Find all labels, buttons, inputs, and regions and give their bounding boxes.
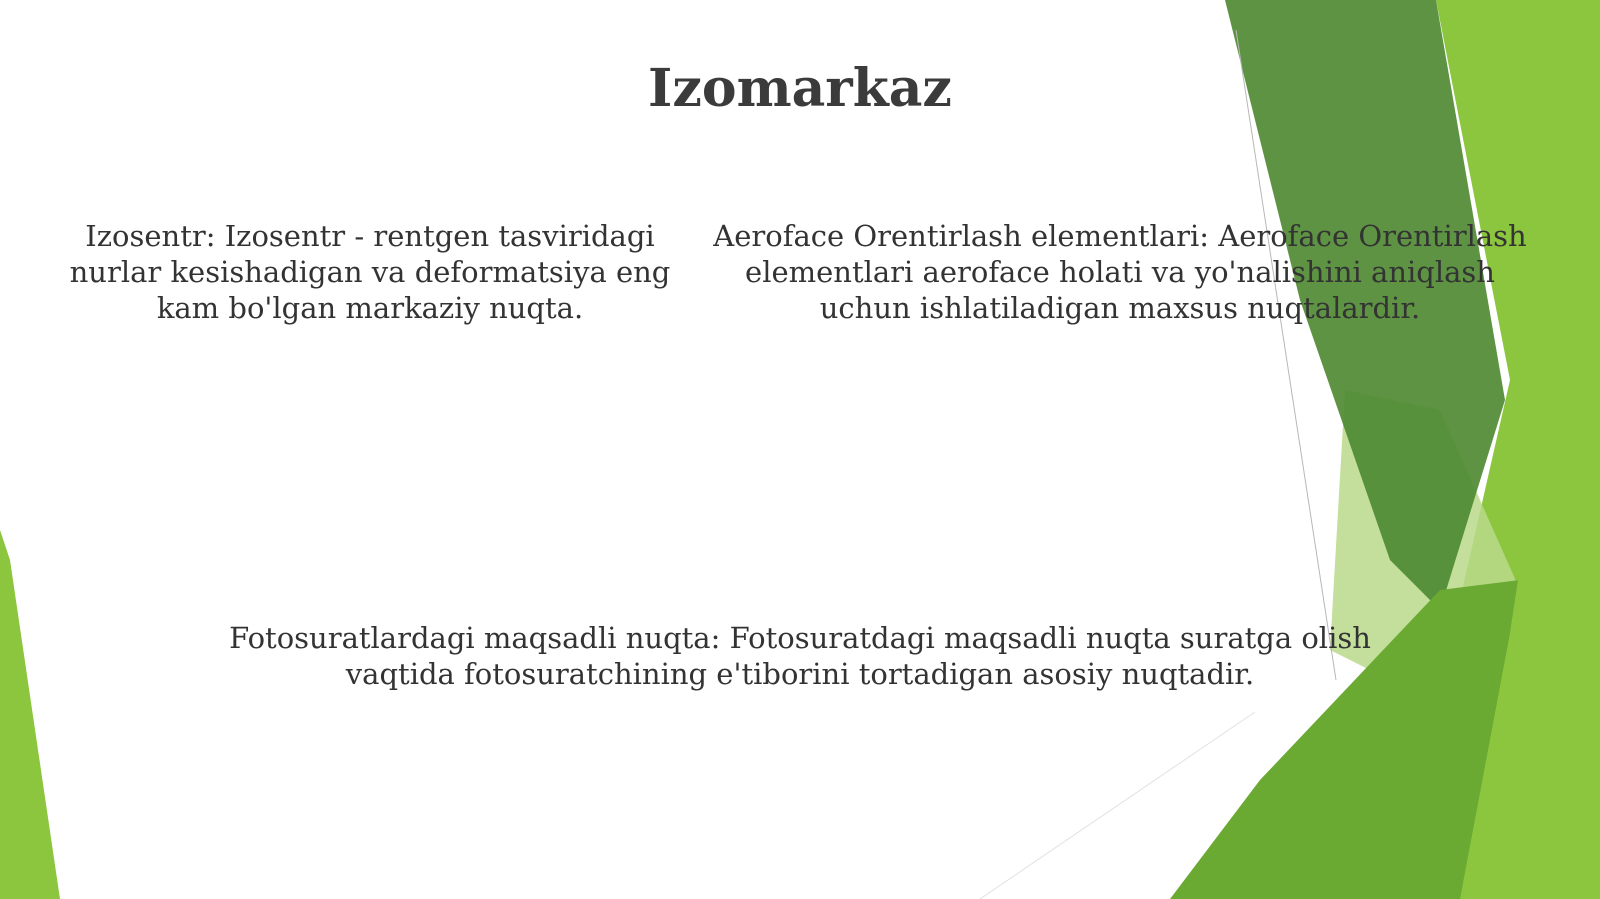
left-green-shape bbox=[0, 530, 60, 899]
aeroface-text: Aeroface Orentirlash elementlari: Aeroface Orentirlash elementlari aeroface holati va yo'nalishini aniqlash uchun ishlatiladigan maxsus nuqtalardir. bbox=[713, 219, 1527, 325]
izosentr-text: Izosentr: Izosentr - rentgen tasviridagi nurlar kesishadigan va deformatsiya eng kam bo'lgan markaziy nuqta. bbox=[69, 219, 671, 325]
slide-title: Izomarkaz bbox=[648, 58, 952, 119]
fotosurat-text: Fotosuratlardagi maqsadli nuqta: Fotosuratdagi maqsadli nuqta suratga olish vaqtida fotosuratchining e'tiborini tortadigan asosiy nuqtadir. bbox=[229, 621, 1371, 691]
